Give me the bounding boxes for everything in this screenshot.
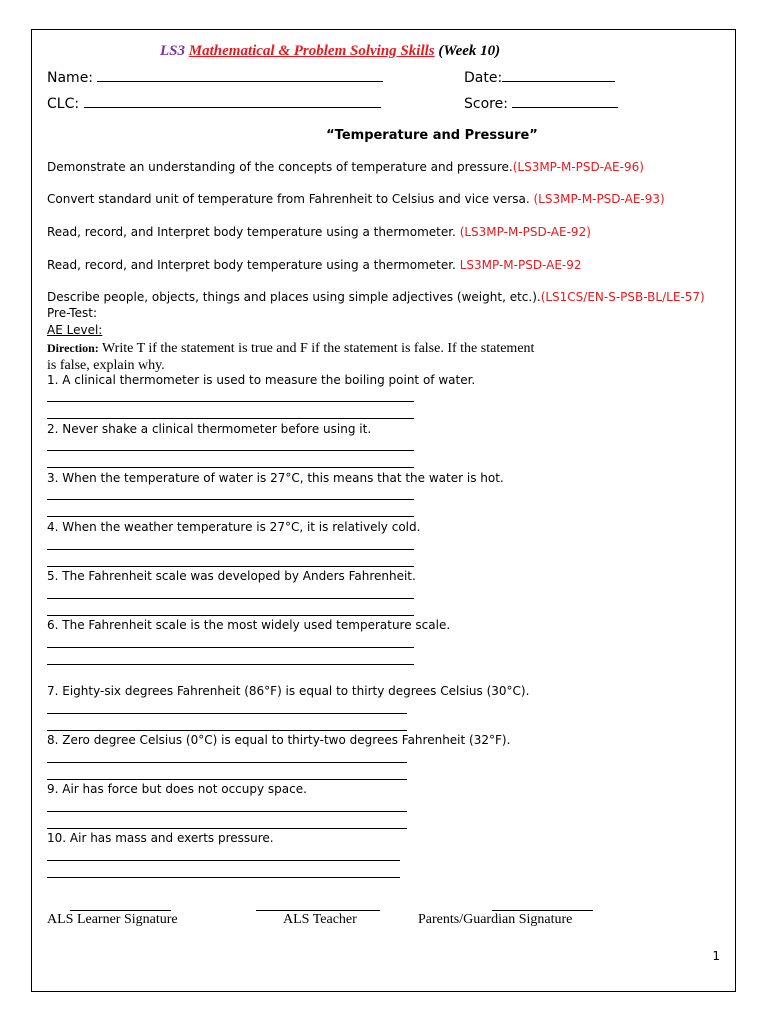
question-item: 1. A clinical thermometer is used to measure the boiling point of water. — [47, 373, 476, 387]
answer-line[interactable] — [47, 860, 400, 861]
answer-line[interactable] — [47, 615, 414, 616]
worksheet-title — [160, 43, 500, 60]
date-label: Date: — [464, 70, 503, 86]
name-blank[interactable] — [97, 68, 383, 82]
answer-line[interactable] — [47, 598, 414, 599]
objective-item — [47, 258, 582, 272]
answer-line[interactable] — [47, 779, 407, 780]
learner-signature-line[interactable] — [70, 910, 171, 911]
answer-line[interactable] — [47, 664, 414, 665]
date-blank[interactable] — [502, 68, 615, 82]
topic-title: “Temperature and Pressure” — [326, 128, 538, 143]
question-item: 10. Air has mass and exerts pressure. — [47, 831, 274, 845]
learner-signature-label: ALS Learner Signature — [47, 912, 178, 927]
page-number: 1 — [712, 949, 720, 963]
objective-text: Read, record, and Interpret body temperature using a thermometer. — [47, 225, 460, 239]
answer-line[interactable] — [47, 713, 407, 714]
direction-body: Write T if the statement is true and F if the statement is false. If the statement is false, explain why. — [47, 341, 535, 373]
score-blank[interactable] — [512, 94, 618, 108]
parent-signature-label: Parents/Guardian Signature — [418, 912, 573, 927]
date-field[interactable] — [464, 68, 615, 86]
objective-text: Demonstrate an understanding of the concepts of temperature and pressure. — [47, 160, 513, 174]
objective-code: (LS1CS/EN-S-PSB-BL/LE-57) — [540, 290, 705, 304]
question-item: 8. Zero degree Celsius (0°C) is equal to thirty-two degrees Fahrenheit (32°F). — [47, 733, 511, 747]
objective-item — [47, 225, 591, 239]
objective-code: (LS3MP-M-PSD-AE-92) — [459, 225, 591, 239]
teacher-signature-line[interactable] — [256, 910, 380, 911]
objective-code: (LS3MP-M-PSD-AE-93) — [533, 192, 665, 206]
topic-heading — [0, 128, 768, 143]
question-item: 2. Never shake a clinical thermometer before using it. — [47, 422, 372, 436]
score-field[interactable] — [464, 94, 618, 112]
answer-line[interactable] — [47, 549, 414, 550]
question-item: 5. The Fahrenheit scale was developed by Anders Fahrenheit. — [47, 569, 416, 583]
objective-item — [47, 192, 665, 206]
pretest-label: Pre-Test: — [47, 306, 97, 320]
answer-line[interactable] — [47, 499, 414, 500]
ls3-label: LS3 — [160, 43, 186, 59]
ae-level-label: AE Level: — [47, 323, 103, 337]
objective-text: Describe people, objects, things and places using simple adjectives (weight, etc.). — [47, 290, 541, 304]
objective-code: (LS3MP-M-PSD-AE-96) — [512, 160, 644, 174]
question-item: 9. Air has force but does not occupy space. — [47, 782, 307, 796]
objective-item — [47, 160, 644, 174]
clc-label: CLC: — [47, 96, 80, 112]
answer-line[interactable] — [47, 828, 407, 829]
week-label: (Week 10) — [438, 43, 501, 59]
answer-line[interactable] — [47, 647, 414, 648]
objective-text: Read, record, and Interpret body temperature using a thermometer. — [47, 258, 460, 272]
answer-line[interactable] — [47, 418, 414, 419]
answer-line[interactable] — [47, 730, 407, 731]
clc-blank[interactable] — [84, 94, 381, 108]
answer-line[interactable] — [47, 467, 414, 468]
name-label: Name: — [47, 70, 94, 86]
objective-item — [47, 290, 705, 304]
question-item: 6. The Fahrenheit scale is the most widely used temperature scale. — [47, 618, 451, 632]
question-item: 3. When the temperature of water is 27°C, this means that the water is hot. — [47, 471, 504, 485]
answer-line[interactable] — [47, 401, 414, 402]
answer-line[interactable] — [47, 516, 414, 517]
subject-label: Mathematical & Problem Solving Skills — [188, 43, 435, 59]
answer-line[interactable] — [47, 566, 414, 567]
answer-line[interactable] — [47, 450, 414, 451]
teacher-signature-label: ALS Teacher — [283, 912, 357, 927]
objective-text: Convert standard unit of temperature from Fahrenheit to Celsius and vice versa. — [47, 192, 534, 206]
answer-line[interactable] — [47, 877, 400, 878]
direction-text — [47, 340, 547, 374]
question-item: 7. Eighty-six degrees Fahrenheit (86°F) is equal to thirty degrees Celsius (30°C). — [47, 684, 530, 698]
question-item: 4. When the weather temperature is 27°C, it is relatively cold. — [47, 520, 421, 534]
score-label: Score: — [464, 96, 508, 112]
answer-line[interactable] — [47, 762, 407, 763]
clc-field[interactable] — [47, 94, 381, 112]
parent-signature-line[interactable] — [492, 910, 593, 911]
name-field[interactable] — [47, 68, 383, 86]
objective-code: LS3MP-M-PSD-AE-92 — [459, 258, 582, 272]
answer-line[interactable] — [47, 811, 407, 812]
direction-label: Direction: — [47, 341, 99, 355]
